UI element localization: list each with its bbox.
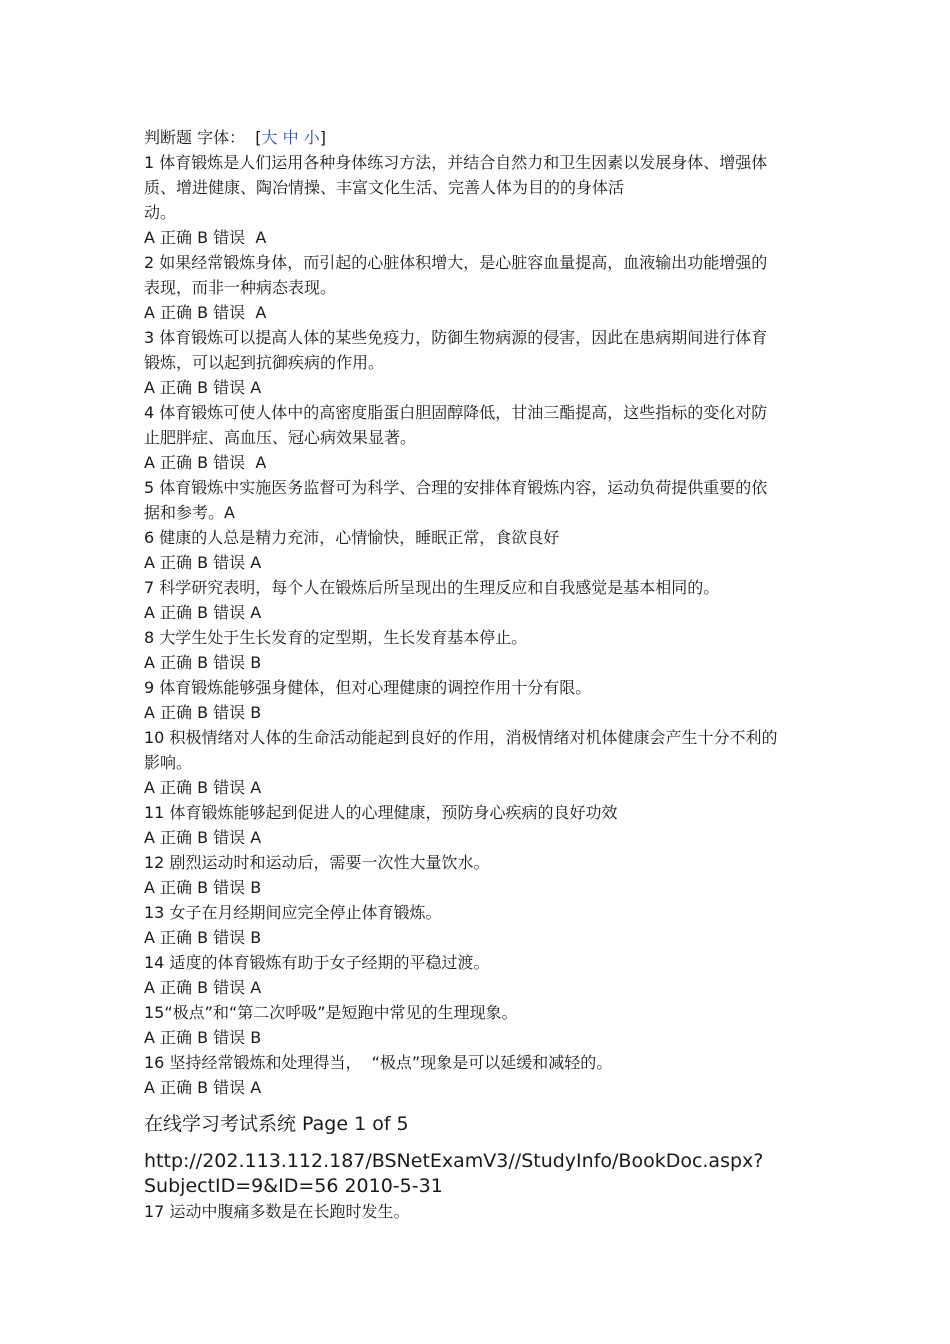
text-line: 动。 bbox=[144, 203, 177, 222]
document-body bbox=[144, 125, 824, 1224]
bracket-open: [ bbox=[255, 128, 262, 147]
text-line: A 正确 B 错误 A bbox=[144, 453, 267, 472]
text-line: A 正确 B 错误 B bbox=[144, 928, 262, 947]
text-line: 8 大学生处于生长发育的定型期，生长发育基本停止。 bbox=[144, 628, 528, 647]
text-line: A 正确 B 错误 A bbox=[144, 778, 262, 797]
text-line: 9 体育锻炼能够强身健体，但对心理健康的调控作用十分有限。 bbox=[144, 678, 592, 697]
header-label: 判断题 字体： bbox=[144, 128, 246, 147]
font-size-small-link[interactable]: 小 bbox=[303, 128, 320, 147]
bracket-close: ] bbox=[319, 128, 326, 147]
page-title-footer: 在线学习考试系统 Page 1 of 5 bbox=[144, 1113, 409, 1135]
text-line: A 正确 B 错误 B bbox=[144, 703, 262, 722]
font-size-medium-link[interactable]: 中 bbox=[282, 128, 299, 147]
text-line: A 正确 B 错误 A bbox=[144, 553, 262, 572]
text-line: A 正确 B 错误 A bbox=[144, 1078, 262, 1097]
text-line: 影响。 bbox=[144, 753, 193, 772]
text-line: A 正确 B 错误 B bbox=[144, 653, 262, 672]
text-line: A 正确 B 错误 A bbox=[144, 378, 262, 397]
page-header bbox=[144, 125, 824, 150]
text-line: A 正确 B 错误 A bbox=[144, 978, 262, 997]
font-size-large-link[interactable]: 大 bbox=[261, 128, 278, 147]
text-line: 10 积极情绪对人体的生命活动能起到良好的作用，消极情绪对机体健康会产生十分不利的 bbox=[144, 728, 778, 747]
text-line: 5 体育锻炼中实施医务监督可为科学、合理的安排体育锻炼内容，运动负荷提供重要的依 bbox=[144, 478, 768, 497]
text-line: 16 坚持经常锻炼和处理得当， “极点”现象是可以延缓和减轻的。 bbox=[144, 1053, 613, 1072]
page-url-line-2: SubjectID=9&ID=56 2010-5-31 bbox=[144, 1175, 443, 1197]
text-line: 14 适度的体育锻炼有助于女子经期的平稳过渡。 bbox=[144, 953, 490, 972]
text-line: 11 体育锻炼能够起到促进人的心理健康，预防身心疾病的良好功效 bbox=[144, 803, 618, 822]
text-line: 锻炼，可以起到抗御疾病的作用。 bbox=[144, 353, 385, 372]
question-list bbox=[144, 150, 824, 1100]
page-url-line-1: http://202.113.112.187/BSNetExamV3//StudyInfo/BookDoc.aspx? bbox=[144, 1150, 764, 1172]
text-line: 13 女子在月经期间应完全停止体育锻炼。 bbox=[144, 903, 442, 922]
text-line: A 正确 B 错误 B bbox=[144, 1028, 262, 1047]
text-line: 1 体育锻炼是人们运用各种身体练习方法，并结合自然力和卫生因素以发展身体、增强体 bbox=[144, 153, 768, 172]
text-line: 12 剧烈运动时和运动后，需要一次性大量饮水。 bbox=[144, 853, 490, 872]
text-line: 2 如果经常锻炼身体，而引起的心脏体积增大，是心脏容血量提高，血液输出功能增强的 bbox=[144, 253, 768, 272]
text-line: 质、增进健康、陶冶情操、丰富文化生活、完善人体为目的的身体活 bbox=[144, 178, 625, 197]
text-line: 17 运动中腹痛多数是在长跑时发生。 bbox=[144, 1202, 410, 1221]
text-line: A 正确 B 错误 B bbox=[144, 878, 262, 897]
question-list-continued bbox=[144, 1199, 824, 1224]
text-line: 4 体育锻炼可使人体中的高密度脂蛋白胆固醇降低，甘油三酯提高，这些指标的变化对防 bbox=[144, 403, 768, 422]
text-line: A 正确 B 错误 A bbox=[144, 603, 262, 622]
text-line: A 正确 B 错误 A bbox=[144, 228, 267, 247]
text-line: 据和参考。A bbox=[144, 503, 235, 522]
text-line: 15“极点”和“第二次呼吸”是短跑中常见的生理现象。 bbox=[144, 1003, 518, 1022]
text-line: 3 体育锻炼可以提高人体的某些免疫力，防御生物病源的侵害，因此在患病期间进行体育 bbox=[144, 328, 768, 347]
text-line: 6 健康的人总是精力充沛，心情愉快，睡眠正常，食欲良好 bbox=[144, 528, 560, 547]
text-line: 止肥胖症、高血压、冠心病效果显著。 bbox=[144, 428, 417, 447]
text-line: A 正确 B 错误 A bbox=[144, 828, 262, 847]
text-line: A 正确 B 错误 A bbox=[144, 303, 267, 322]
text-line: 表现，而非一种病态表现。 bbox=[144, 278, 337, 297]
text-line: 7 科学研究表明，每个人在锻炼后所呈现出的生理反应和自我感觉是基本相同的。 bbox=[144, 578, 720, 597]
